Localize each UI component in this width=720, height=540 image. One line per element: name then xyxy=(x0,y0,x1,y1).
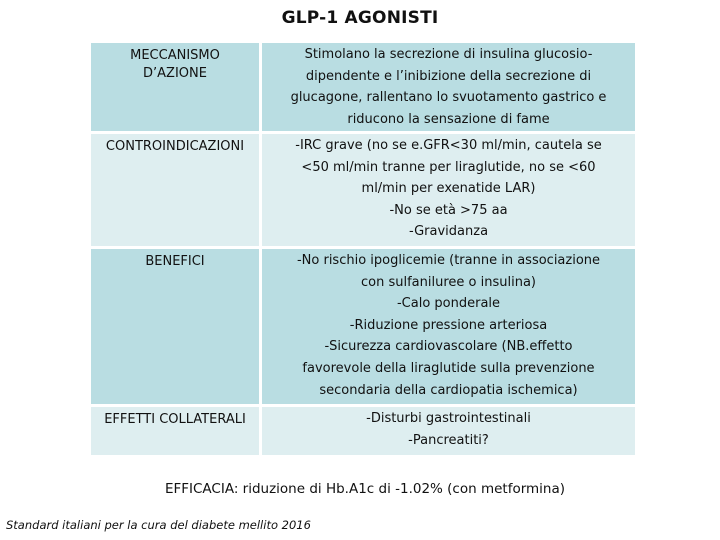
glp1-table xyxy=(91,43,635,458)
table-row-meccanismo xyxy=(91,43,635,131)
source-citation: Standard italiani per la cura del diabete mellito 2016 xyxy=(6,518,311,532)
efficacy-note: EFFICACIA: riduzione di Hb.A1c di -1.02% (con metformina) xyxy=(164,481,566,497)
row-label: EFFETTI COLLATERALI xyxy=(91,407,259,455)
row-content: -IRC grave (no se e.GFR<30 ml/min, cautela se <50 ml/min tranne per liraglutide, no se <60 ml/min per exenatide LAR) -No se età >75 aa -Gravidanza xyxy=(262,134,635,246)
row-content: -No rischio ipoglicemie (tranne in associazione con sulfaniluree o insulina) -Calo ponderale -Riduzione pressione arteriosa -Sicurezza cardiovascolare (NB.effetto favorevole della liraglutide sulla prevenzione secondaria della cardiopatia ischemica) xyxy=(262,249,635,404)
row-label: CONTROINDICAZIONI xyxy=(91,134,259,246)
table-row-effetti-collaterali xyxy=(91,407,635,455)
slide-title: GLP-1 AGONISTI xyxy=(281,8,439,28)
row-content: -Disturbi gastrointestinali -Pancreatiti? xyxy=(262,407,635,455)
row-label: MECCANISMO D’AZIONE xyxy=(91,43,259,131)
table-row-controindicazioni xyxy=(91,134,635,246)
table-row-benefici xyxy=(91,249,635,404)
row-label: BENEFICI xyxy=(91,249,259,404)
row-content: Stimolano la secrezione di insulina glucosio- dipendente e l’inibizione della secrezione di glucagone, rallentano lo svuotamento gastrico e riducono la sensazione di fame xyxy=(262,43,635,131)
